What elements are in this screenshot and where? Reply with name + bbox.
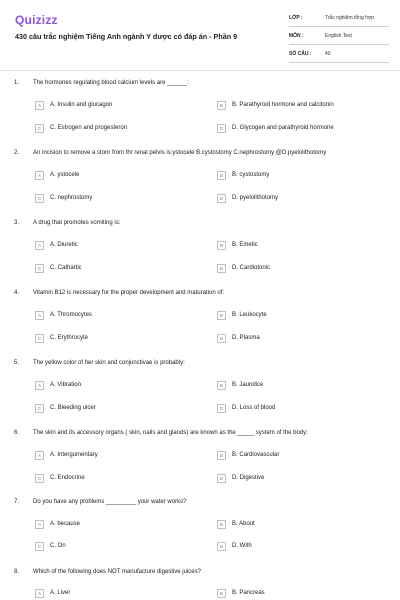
question-number: 8. — [14, 569, 20, 575]
option-text: D. Digestive — [232, 475, 265, 481]
option-text: B. About — [232, 521, 255, 527]
option-text: D. pyelolithotomy — [232, 195, 279, 201]
option-letter-box: B — [217, 171, 226, 180]
question-number: 6. — [14, 430, 20, 436]
option-text: C. Estrogen and progesteron — [50, 125, 128, 131]
meta-class-row — [289, 12, 389, 27]
question-text: Do you have any problems _________ your water works? — [33, 499, 187, 505]
option-letter-box: A — [35, 101, 44, 110]
meta-subject-value: English Test — [325, 33, 352, 39]
option-letter-box: A — [35, 171, 44, 180]
question-text: The hormones regulating blood calcium levels are ______: — [33, 80, 189, 86]
option-text: D. Glycogen and parathyroid hormone — [232, 125, 334, 131]
option-letter-box: A — [35, 381, 44, 390]
meta-subject-row — [289, 30, 389, 45]
option-letter-box: B — [217, 520, 226, 529]
question-number: 2. — [14, 150, 20, 156]
option-text: A. Diuretic — [50, 242, 78, 248]
option-text: D. With — [232, 543, 252, 549]
option-text: D. Plasma — [232, 335, 260, 341]
option-text: C. On — [50, 543, 66, 549]
option-letter-box: C — [35, 124, 44, 133]
question-text: The skin and its accessory organs ( skin, nails and glands) are known as the _____ system of the body: — [33, 430, 308, 436]
option-letter-box: A — [35, 520, 44, 529]
option-letter-box: A — [35, 589, 44, 598]
question-text: An incision to remove a stonr from thr renal pelvis is:ystocele B.cystostomy C.nephrostomy @D.pyelolithotomy — [33, 150, 327, 156]
option-letter-box: B — [217, 589, 226, 598]
meta-subject-label: MÔN : — [289, 33, 304, 39]
option-text: D. Cardiotonic — [232, 265, 271, 271]
question-text: Vitamin B12 is necessary for the proper development and maturation of: — [33, 290, 224, 296]
meta-panel — [289, 12, 389, 66]
quizizz-logo: Quizizz — [15, 13, 58, 27]
question-text: A drug that promotes vomiting is: — [33, 220, 121, 226]
option-text: B. Cardiovascular — [232, 452, 280, 458]
option-text: B. cystostomy — [232, 172, 270, 178]
meta-count-row — [289, 48, 389, 63]
option-letter-box: D — [217, 264, 226, 273]
option-letter-box: B — [217, 381, 226, 390]
question-number: 3. — [14, 220, 20, 226]
option-letter-box: C — [35, 264, 44, 273]
option-letter-box: C — [35, 542, 44, 551]
question-number: 5. — [14, 360, 20, 366]
option-text: C. Erythrocyte — [50, 335, 89, 341]
meta-count-label: SỐ CÂU : — [289, 51, 312, 57]
option-text: B. Jaundice — [232, 382, 264, 388]
option-text: A. Insulin and glucagon — [50, 102, 113, 108]
meta-class-label: LỚP : — [289, 15, 303, 21]
document-title: 430 câu trắc nghiệm Tiếng Anh ngành Y dược có đáp án - Phần 9 — [15, 32, 238, 41]
option-text: C. Cathartic — [50, 265, 82, 271]
option-text: A. Thromocytes — [50, 312, 92, 318]
option-text: C. Endocrine — [50, 475, 85, 481]
header-divider — [0, 70, 400, 71]
question-number: 4. — [14, 290, 20, 296]
option-letter-box: D — [217, 404, 226, 413]
option-letter-box: C — [35, 404, 44, 413]
question-number: 7. — [14, 499, 20, 505]
option-letter-box: D — [217, 334, 226, 343]
option-letter-box: A — [35, 241, 44, 250]
question-text: The yellow color of her skin and conjunctivae is probably: — [33, 360, 185, 366]
option-letter-box: D — [217, 194, 226, 203]
meta-class-value: Trắc nghiệm tổng hợp — [325, 15, 374, 21]
option-letter-box: A — [35, 311, 44, 320]
option-letter-box: B — [217, 241, 226, 250]
option-text: C. Bleeding ulcer — [50, 405, 96, 411]
option-letter-box: B — [217, 101, 226, 110]
option-text: A. ystocele — [50, 172, 80, 178]
worksheet-header — [0, 0, 400, 66]
option-text: D. Loss of blood — [232, 405, 276, 411]
option-letter-box: B — [217, 311, 226, 320]
option-letter-box: D — [217, 542, 226, 551]
option-text: A. Liver — [50, 590, 71, 596]
option-letter-box: C — [35, 194, 44, 203]
question-number: 1. — [14, 80, 20, 86]
option-text: A. Vibration — [50, 382, 81, 388]
option-letter-box: D — [217, 124, 226, 133]
option-letter-box: D — [217, 474, 226, 483]
meta-count-value: 40 — [325, 51, 331, 57]
option-text: A. Intergumentary — [50, 452, 98, 458]
option-text: B. Pancreas — [232, 590, 265, 596]
option-letter-box: C — [35, 474, 44, 483]
option-letter-box: C — [35, 334, 44, 343]
question-text: Which of the following does NOT manufacture digestive juices? — [33, 569, 201, 575]
option-text: B. Emetic — [232, 242, 258, 248]
option-text: B. Leukocyte — [232, 312, 267, 318]
option-text: A. because — [50, 521, 81, 527]
option-letter-box: A — [35, 451, 44, 460]
option-text: C. nephrostomy — [50, 195, 93, 201]
option-letter-box: B — [217, 451, 226, 460]
option-text: B. Parathyroid hormone and calcitonin — [232, 102, 334, 108]
